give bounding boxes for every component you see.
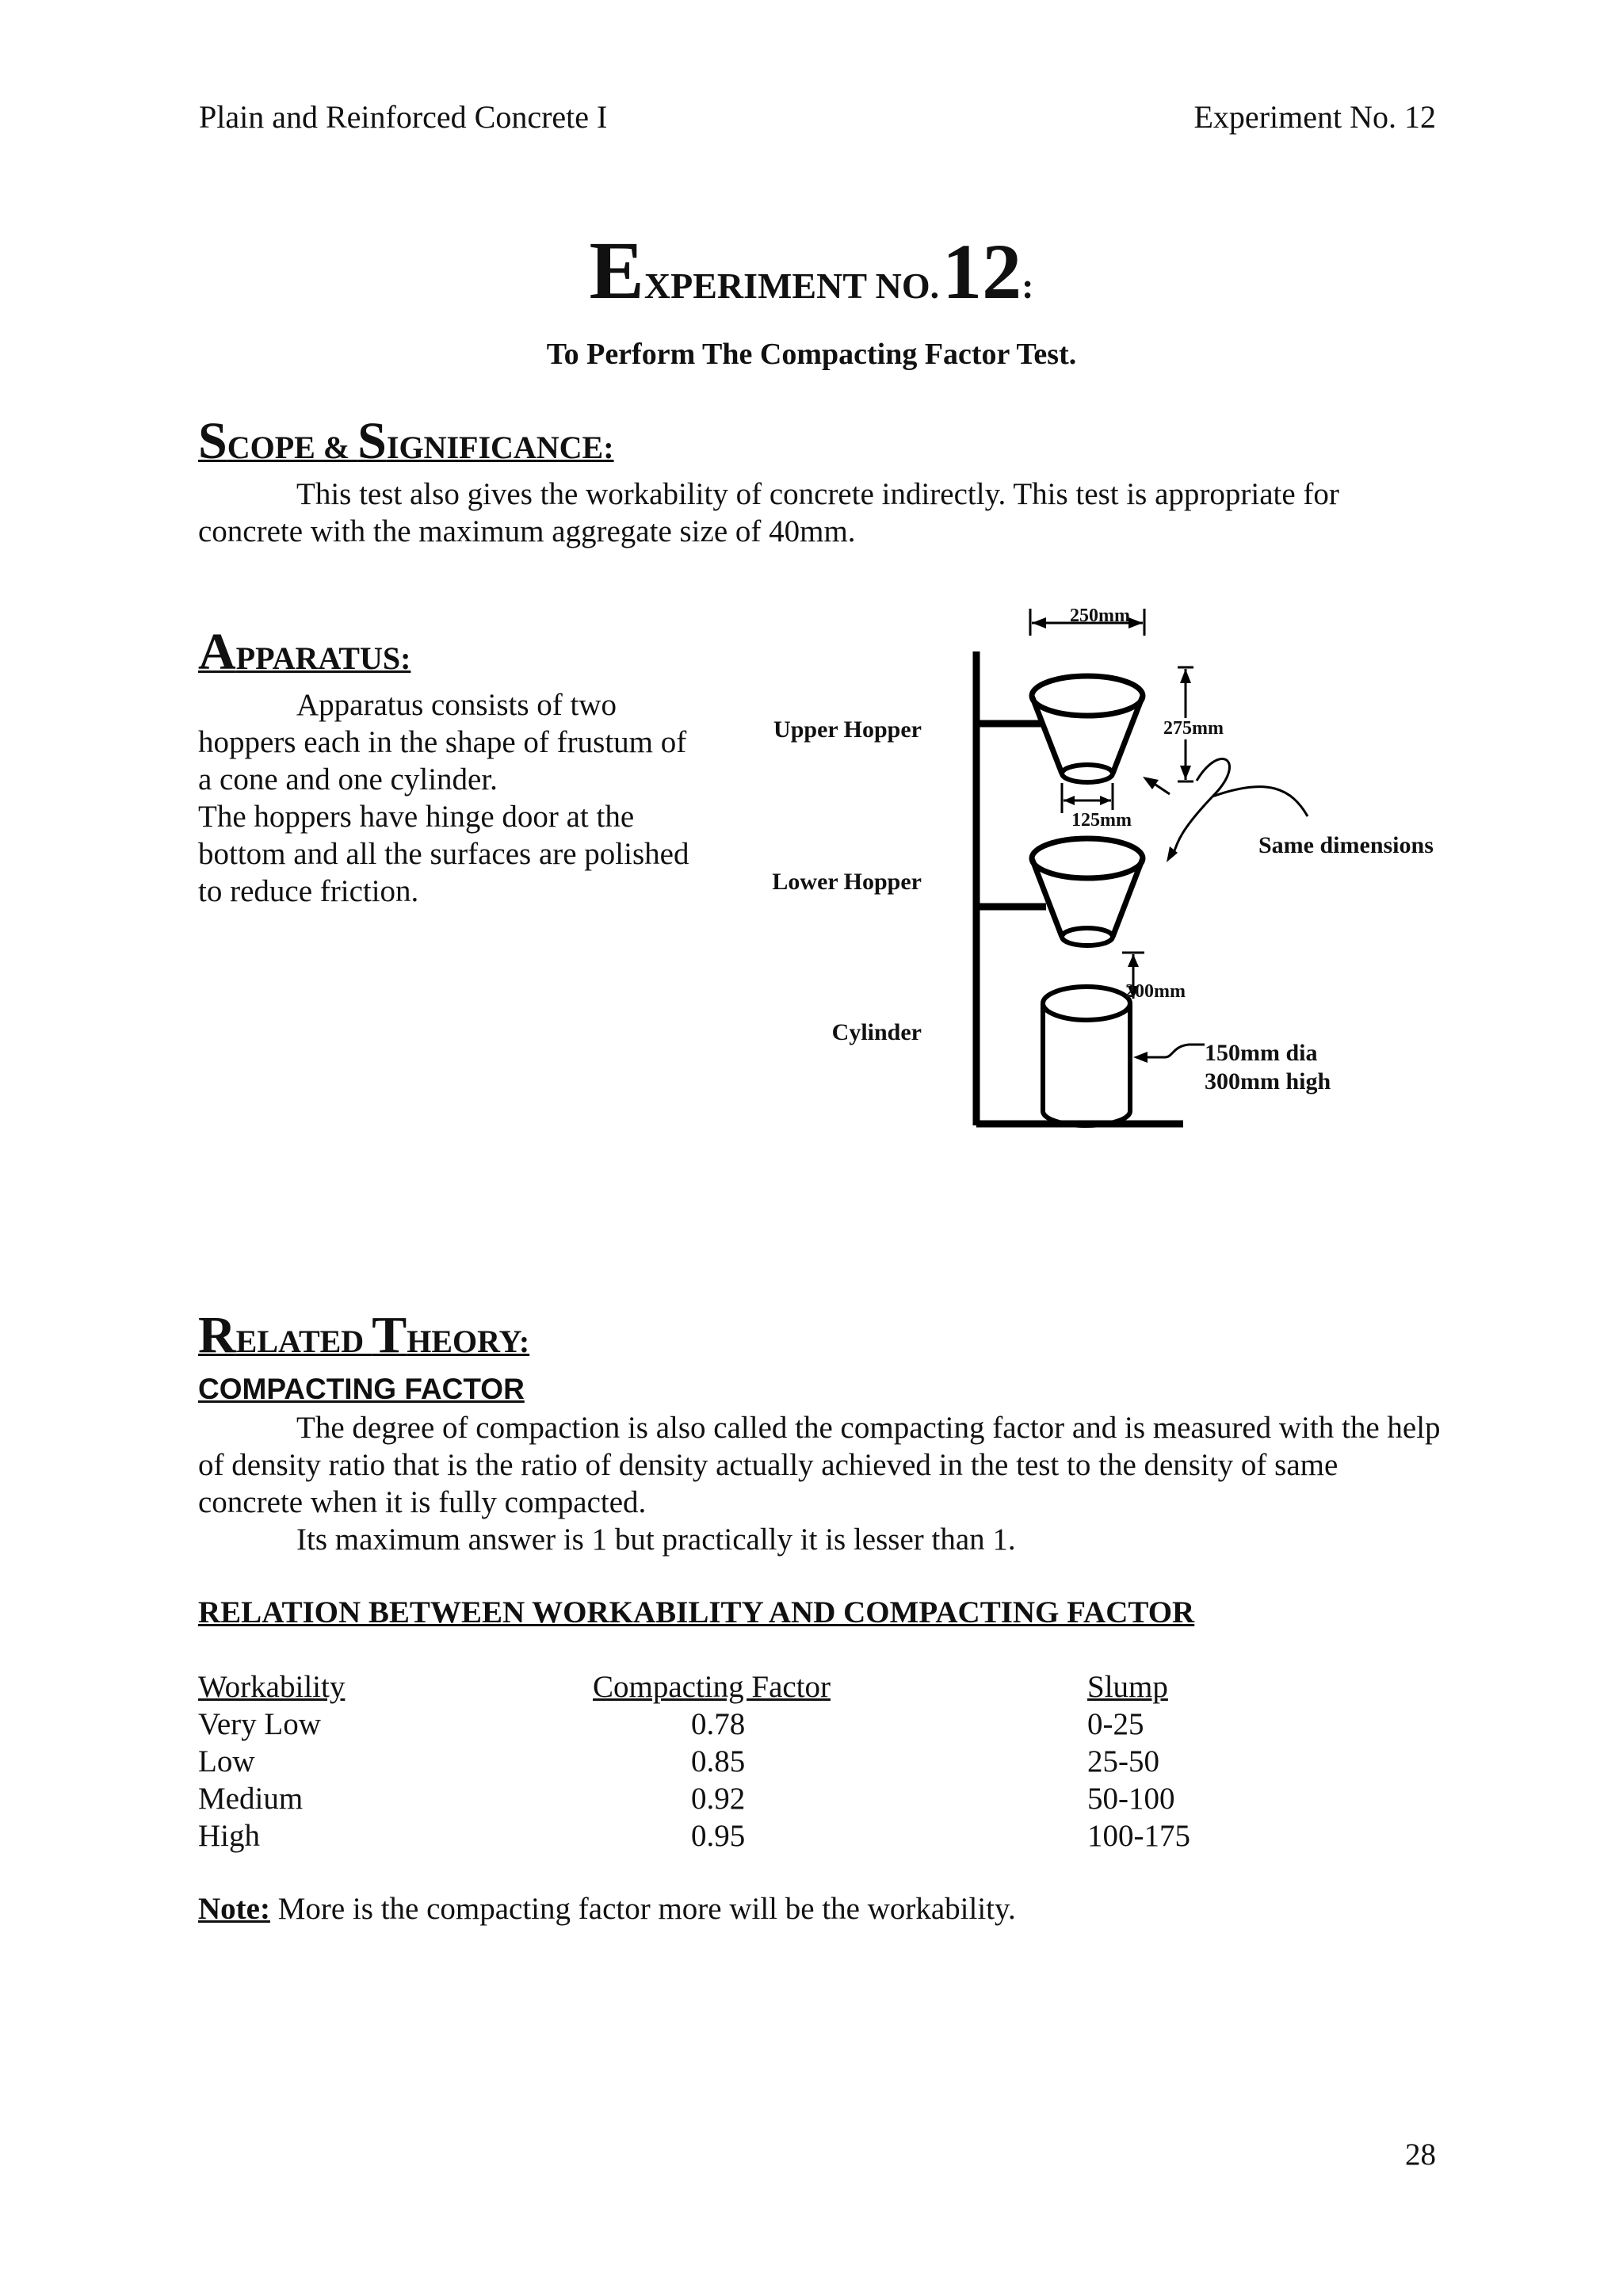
table-cell: 25-50 <box>1087 1744 1159 1778</box>
title-number: 12 <box>942 227 1022 315</box>
theory-text <box>198 1409 1442 1558</box>
apparatus-heading <box>198 623 411 681</box>
theory-text-2: Its maximum answer is 1 but practically it is lesser than 1. <box>296 1522 1016 1557</box>
cylinder <box>1043 987 1130 1125</box>
page-title <box>0 225 1623 316</box>
table-cell: 0-25 <box>1087 1707 1144 1741</box>
table-cell: 0.95 <box>691 1819 746 1853</box>
apparatus-text-2: The hoppers have hinge door at the bottom and all the surfaces are polished to reduce friction. <box>198 800 689 908</box>
apparatus-heading-cap: A <box>198 623 236 681</box>
label-upper-hopper: Upper Hopper <box>773 716 922 743</box>
table-cell: 100-175 <box>1087 1819 1190 1853</box>
theory-heading-rest2: HEORY: <box>407 1324 530 1359</box>
title-rest: XPERIMENT NO. <box>643 266 940 306</box>
scope-heading-rest1: COPE & <box>227 430 358 465</box>
leader-arrow-upper <box>1143 777 1159 789</box>
title-cap: E <box>589 225 644 316</box>
scope-heading-rest2: IGNIFICANCE: <box>386 430 614 465</box>
label-cylinder-height: 300mm high <box>1205 1068 1331 1095</box>
table-cell: Low <box>198 1744 255 1778</box>
col-header-slump: Slump <box>1087 1670 1168 1704</box>
dim-label-bottom-width: 125mm <box>1071 810 1132 831</box>
running-header-left: Plain and Reinforced Concrete I <box>199 99 608 135</box>
upper-hopper <box>1032 676 1143 782</box>
scope-heading-cap1: S <box>198 412 227 470</box>
table-cell: Medium <box>198 1782 304 1816</box>
table-cell: 50-100 <box>1087 1782 1175 1816</box>
label-cylinder: Cylinder <box>831 1019 922 1045</box>
apparatus-heading-rest: PPARATUS: <box>235 640 411 676</box>
theory-subheading: COMPACTING FACTOR <box>198 1373 525 1405</box>
scope-heading-cap2: S <box>357 412 387 470</box>
page-subtitle: To Perform The Compacting Factor Test. <box>546 338 1077 371</box>
dim-label-top-width: 250mm <box>1070 606 1130 626</box>
page-number: 28 <box>1405 2137 1436 2172</box>
relation-heading: RELATION BETWEEN WORKABILITY AND COMPACTING FACTOR <box>198 1595 1195 1629</box>
label-lower-hopper: Lower Hopper <box>772 869 922 895</box>
scope-text: This test also gives the workability of concrete indirectly. This test is appropriate for concrete with the maximum aggregate size of 40mm. <box>198 477 1339 548</box>
dimension-bottom-width <box>1062 783 1113 813</box>
table-cell: 0.78 <box>691 1707 746 1741</box>
running-header-right: Experiment No. 12 <box>1193 99 1436 135</box>
dim-label-height: 275mm <box>1163 718 1224 739</box>
label-cylinder-dia: 150mm dia <box>1205 1040 1318 1066</box>
cylinder-leader-arrow <box>1133 1052 1148 1063</box>
theory-heading-cap1: R <box>198 1306 236 1364</box>
table-cell: 0.92 <box>691 1782 746 1816</box>
theory-heading <box>198 1306 530 1364</box>
note-text: More is the compacting factor more will be the workability. <box>269 1892 1016 1926</box>
col-header-workability: Workability <box>198 1670 346 1704</box>
table-cell: Very Low <box>198 1707 321 1741</box>
apparatus-text <box>198 686 689 910</box>
lower-hopper <box>1032 839 1143 946</box>
apparatus-text-1: Apparatus consists of two hoppers each in the shape of frustum of a cone and one cylinder. <box>198 688 687 797</box>
label-same-dimensions: Same dimensions <box>1258 832 1434 858</box>
table-cell: 0.85 <box>691 1744 746 1778</box>
cylinder-leader <box>1143 1045 1205 1057</box>
theory-heading-rest1: ELATED <box>235 1324 372 1359</box>
theory-text-1: The degree of compaction is also called the compacting factor and is measured with the help of density ratio that is the ratio of density actually achieved in the test to the density of same concrete when it is fully compacted. <box>198 1411 1441 1519</box>
scope-heading <box>198 412 614 470</box>
note <box>198 1891 1016 1927</box>
note-label: Note: <box>198 1892 270 1926</box>
title-colon: : <box>1022 266 1034 306</box>
col-header-compacting-factor: Compacting Factor <box>593 1670 831 1704</box>
table-cell: High <box>198 1819 260 1853</box>
dim-label-gap: 200mm <box>1125 981 1186 1002</box>
theory-heading-cap2: T <box>372 1306 407 1364</box>
